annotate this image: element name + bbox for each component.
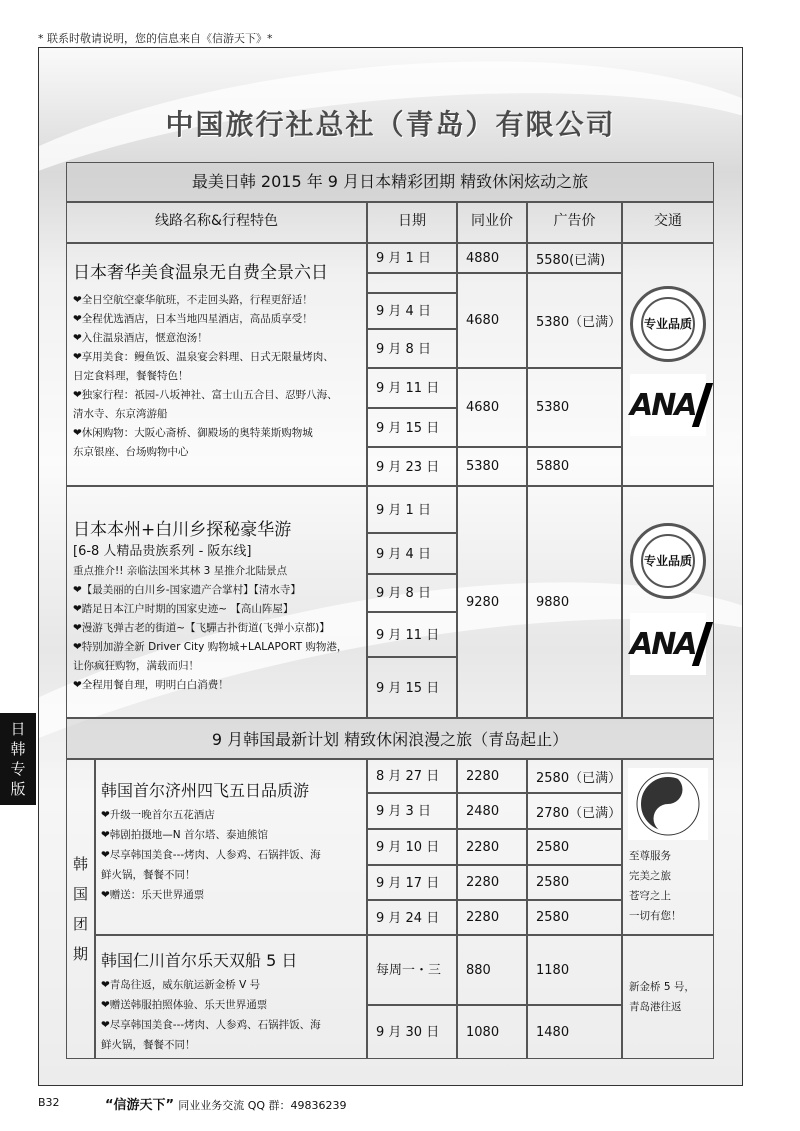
top-note: * 联系时敬请说明，您的信息来自《信游天下》* (38, 32, 273, 45)
col-header-ad-price: 广告价 (527, 202, 622, 243)
blank-cell (367, 273, 457, 293)
side-tab-char: 日 (10, 720, 26, 738)
seal-label: 专业品质 (641, 297, 695, 351)
side-tab-char: 版 (10, 780, 26, 798)
ad-price: 9880 (527, 486, 622, 718)
feature-line: 清水寺、东京湾游船 (73, 408, 168, 420)
feature-line: ❤全程用餐自理，明明白白消费！ (73, 679, 229, 691)
ad-price: 5880 (527, 447, 622, 486)
japan-route2-cell (66, 486, 367, 718)
airline-name: ANA (630, 387, 696, 423)
feature-line: ❤享用美食：鳗鱼饭、温泉宴会料理、日式无限量烤肉、 (73, 351, 334, 363)
feature-line: ❤入住温泉酒店，惬意泡汤！ (73, 332, 208, 344)
date-cell: 9 月 1 日 (367, 243, 457, 273)
route-title: 日本奢华美食温泉无自费全景六日 (73, 263, 328, 283)
feature-line: ❤全日空航空豪华航班，不走回头路，行程更舒适！ (73, 294, 313, 306)
korean-air-logo-icon (628, 768, 708, 840)
peer-price: 1080 (457, 1005, 527, 1059)
feature-line: 让你疯狂购物，满载而归！ (73, 660, 199, 672)
ad-price: 5380 (527, 368, 622, 447)
page-frame (38, 47, 743, 1086)
date-cell: 9 月 8 日 (367, 574, 457, 612)
date-cell: 9 月 30 日 (367, 1005, 457, 1059)
date-cell: 9 月 8 日 (367, 329, 457, 368)
feature-line: ❤独家行程：祇园-八坂神社、富士山五合目、忍野八海、 (73, 389, 338, 401)
transport-line: 完美之旅 (629, 870, 671, 882)
taeguk-icon (636, 772, 700, 836)
col-header-transport: 交通 (622, 202, 714, 243)
ad-price: 5380（已满） (527, 273, 622, 368)
peer-price: 2280 (457, 829, 527, 865)
ad-price: 2580 (527, 865, 622, 900)
feature-line: ❤全程优选酒店，日本当地四星酒店，高品质享受！ (73, 313, 313, 325)
feature-line: ❤青岛往返，威东航运新金桥 V 号 (101, 979, 261, 991)
side-tab-char: 专 (10, 760, 26, 778)
route-features (101, 975, 366, 1055)
date-cell: 9 月 1 日 (367, 486, 457, 533)
col-header-route: 线路名称&行程特色 (66, 202, 367, 243)
col-header-peer-price: 同业价 (457, 202, 527, 243)
date-cell: 9 月 4 日 (367, 533, 457, 574)
korea-section-title: 9 月韩国最新计划 精致休闲浪漫之旅（青岛起止） (66, 718, 714, 759)
japan-section-title: 最美日韩 2015 年 9 月日本精彩团期 精致休闲炫动之旅 (66, 162, 714, 202)
ad-price: 2580 (527, 829, 622, 865)
date-cell: 9 月 17 日 (367, 865, 457, 900)
transport-line: 新金桥 5 号， (629, 981, 695, 993)
transport-line: 至尊服务 (629, 850, 671, 862)
date-cell: 8 月 27 日 (367, 759, 457, 793)
route-title: 韩国仁川首尔乐天双船 5 日 (101, 951, 298, 970)
peer-price: 2280 (457, 900, 527, 935)
side-label-char: 团 (72, 915, 88, 933)
footer-qq: 同业业务交流 QQ 群：49836239 (178, 1099, 347, 1112)
date-cell: 每周一・三 (367, 935, 457, 1005)
peer-price: 880 (457, 935, 527, 1005)
route-title: 日本本州+白川乡探秘豪华游 (73, 520, 292, 540)
date-cell: 9 月 3 日 (367, 793, 457, 829)
footer-brand: “信游天下” (105, 1098, 175, 1113)
footer-info (105, 1094, 347, 1113)
feature-line: 鲜火锅，餐餐不同！ (101, 869, 196, 881)
side-tab (0, 713, 36, 805)
transport-line: 青岛港往返 (629, 1001, 682, 1013)
date-cell: 9 月 11 日 (367, 612, 457, 657)
date-cell: 9 月 24 日 (367, 900, 457, 935)
korea-route1-cell (95, 759, 367, 935)
feature-line: ❤尽享韩国美食---烤肉、人参鸡、石锅拌饭、海 (101, 1019, 321, 1031)
korea-side-label (66, 759, 95, 1059)
transport-line: 一切有您！ (629, 910, 682, 922)
transport-notes (623, 846, 713, 926)
ad-price: 2580 (527, 900, 622, 935)
feature-line: ❤赠送韩服拍照体验、乐天世界通票 (101, 999, 268, 1011)
side-label-char: 韩 (72, 855, 88, 873)
japan-route1-cell (66, 243, 367, 486)
feature-line: ❤尽享韩国美食---烤肉、人参鸡、石锅拌饭、海 (101, 849, 321, 861)
route-subtitle: [6-8 人精品贵族系列 - 阪东线] (73, 544, 252, 559)
ana-logo-icon (630, 613, 706, 675)
ad-price: 1180 (527, 935, 622, 1005)
peer-price: 2280 (457, 865, 527, 900)
side-label-char: 期 (72, 945, 88, 963)
feature-line: ❤赠送：乐天世界通票 (101, 889, 205, 901)
date-cell: 9 月 15 日 (367, 408, 457, 447)
route-title: 韩国首尔济州四飞五日品质游 (101, 781, 310, 800)
transport-cell (622, 759, 714, 935)
quality-seal-icon (630, 523, 706, 599)
feature-line: 重点推介!! 亲临法国米其林 3 星推介北陆景点 (73, 565, 288, 577)
ad-price: 1480 (527, 1005, 622, 1059)
feature-line: ❤升级一晚首尔五花酒店 (101, 809, 215, 821)
transport-cell (622, 243, 714, 486)
transport-cell (622, 935, 714, 1059)
feature-line: 鲜火锅，餐餐不同！ (101, 1039, 196, 1051)
side-tab-char: 韩 (10, 740, 26, 758)
peer-price: 4880 (457, 243, 527, 273)
feature-line: 日定食料理，餐餐特色！ (73, 370, 189, 382)
route-features (73, 562, 366, 695)
ad-price: 5580(已满) (527, 243, 622, 273)
peer-price: 4680 (457, 368, 527, 447)
seal-label: 专业品质 (641, 534, 695, 588)
transport-cell (622, 486, 714, 718)
peer-price: 4680 (457, 273, 527, 368)
feature-line: ❤踏足日本江户时期的国家史迹~ 【高山阵屋】 (73, 603, 294, 615)
route-features (73, 291, 366, 462)
peer-price: 2480 (457, 793, 527, 829)
ad-price: 2780（已满） (527, 793, 622, 829)
date-cell: 9 月 4 日 (367, 293, 457, 329)
side-label-char: 国 (72, 885, 88, 903)
col-header-date: 日期 (367, 202, 457, 243)
route-features (101, 805, 366, 905)
ana-logo-icon (630, 374, 706, 436)
feature-line: 东京银座、台场购物中心 (73, 446, 189, 458)
quality-seal-icon (630, 286, 706, 362)
feature-line: ❤休闲购物：大阪心斋桥、御殿场的奥特莱斯购物城 (73, 427, 313, 439)
date-cell: 9 月 10 日 (367, 829, 457, 865)
date-cell: 9 月 23 日 (367, 447, 457, 486)
feature-line: ❤特别加游全新 Driver City 购物城+LALAPORT 购物港， (73, 641, 348, 653)
feature-line: ❤韩剧拍摄地—N 首尔塔、泰迪熊馆 (101, 829, 268, 841)
ad-price: 2580（已满） (527, 759, 622, 793)
transport-line: 苍穹之上 (629, 890, 671, 902)
company-title: 中国旅行社总社（青岛）有限公司 (165, 108, 616, 141)
peer-price: 2280 (457, 759, 527, 793)
date-cell: 9 月 15 日 (367, 657, 457, 718)
airline-name: ANA (630, 626, 696, 662)
feature-line: ❤漫游飞弹古老的街道~【飞驒古扑街道(飞弹小京都)】 (73, 622, 330, 634)
peer-price: 5380 (457, 447, 527, 486)
korea-route2-cell (95, 935, 367, 1059)
feature-line: ❤【最美丽的白川乡-国家遗产合掌村】【清水寺】 (73, 584, 301, 596)
page-number: B32 (38, 1096, 60, 1109)
date-cell: 9 月 11 日 (367, 368, 457, 408)
peer-price: 9280 (457, 486, 527, 718)
